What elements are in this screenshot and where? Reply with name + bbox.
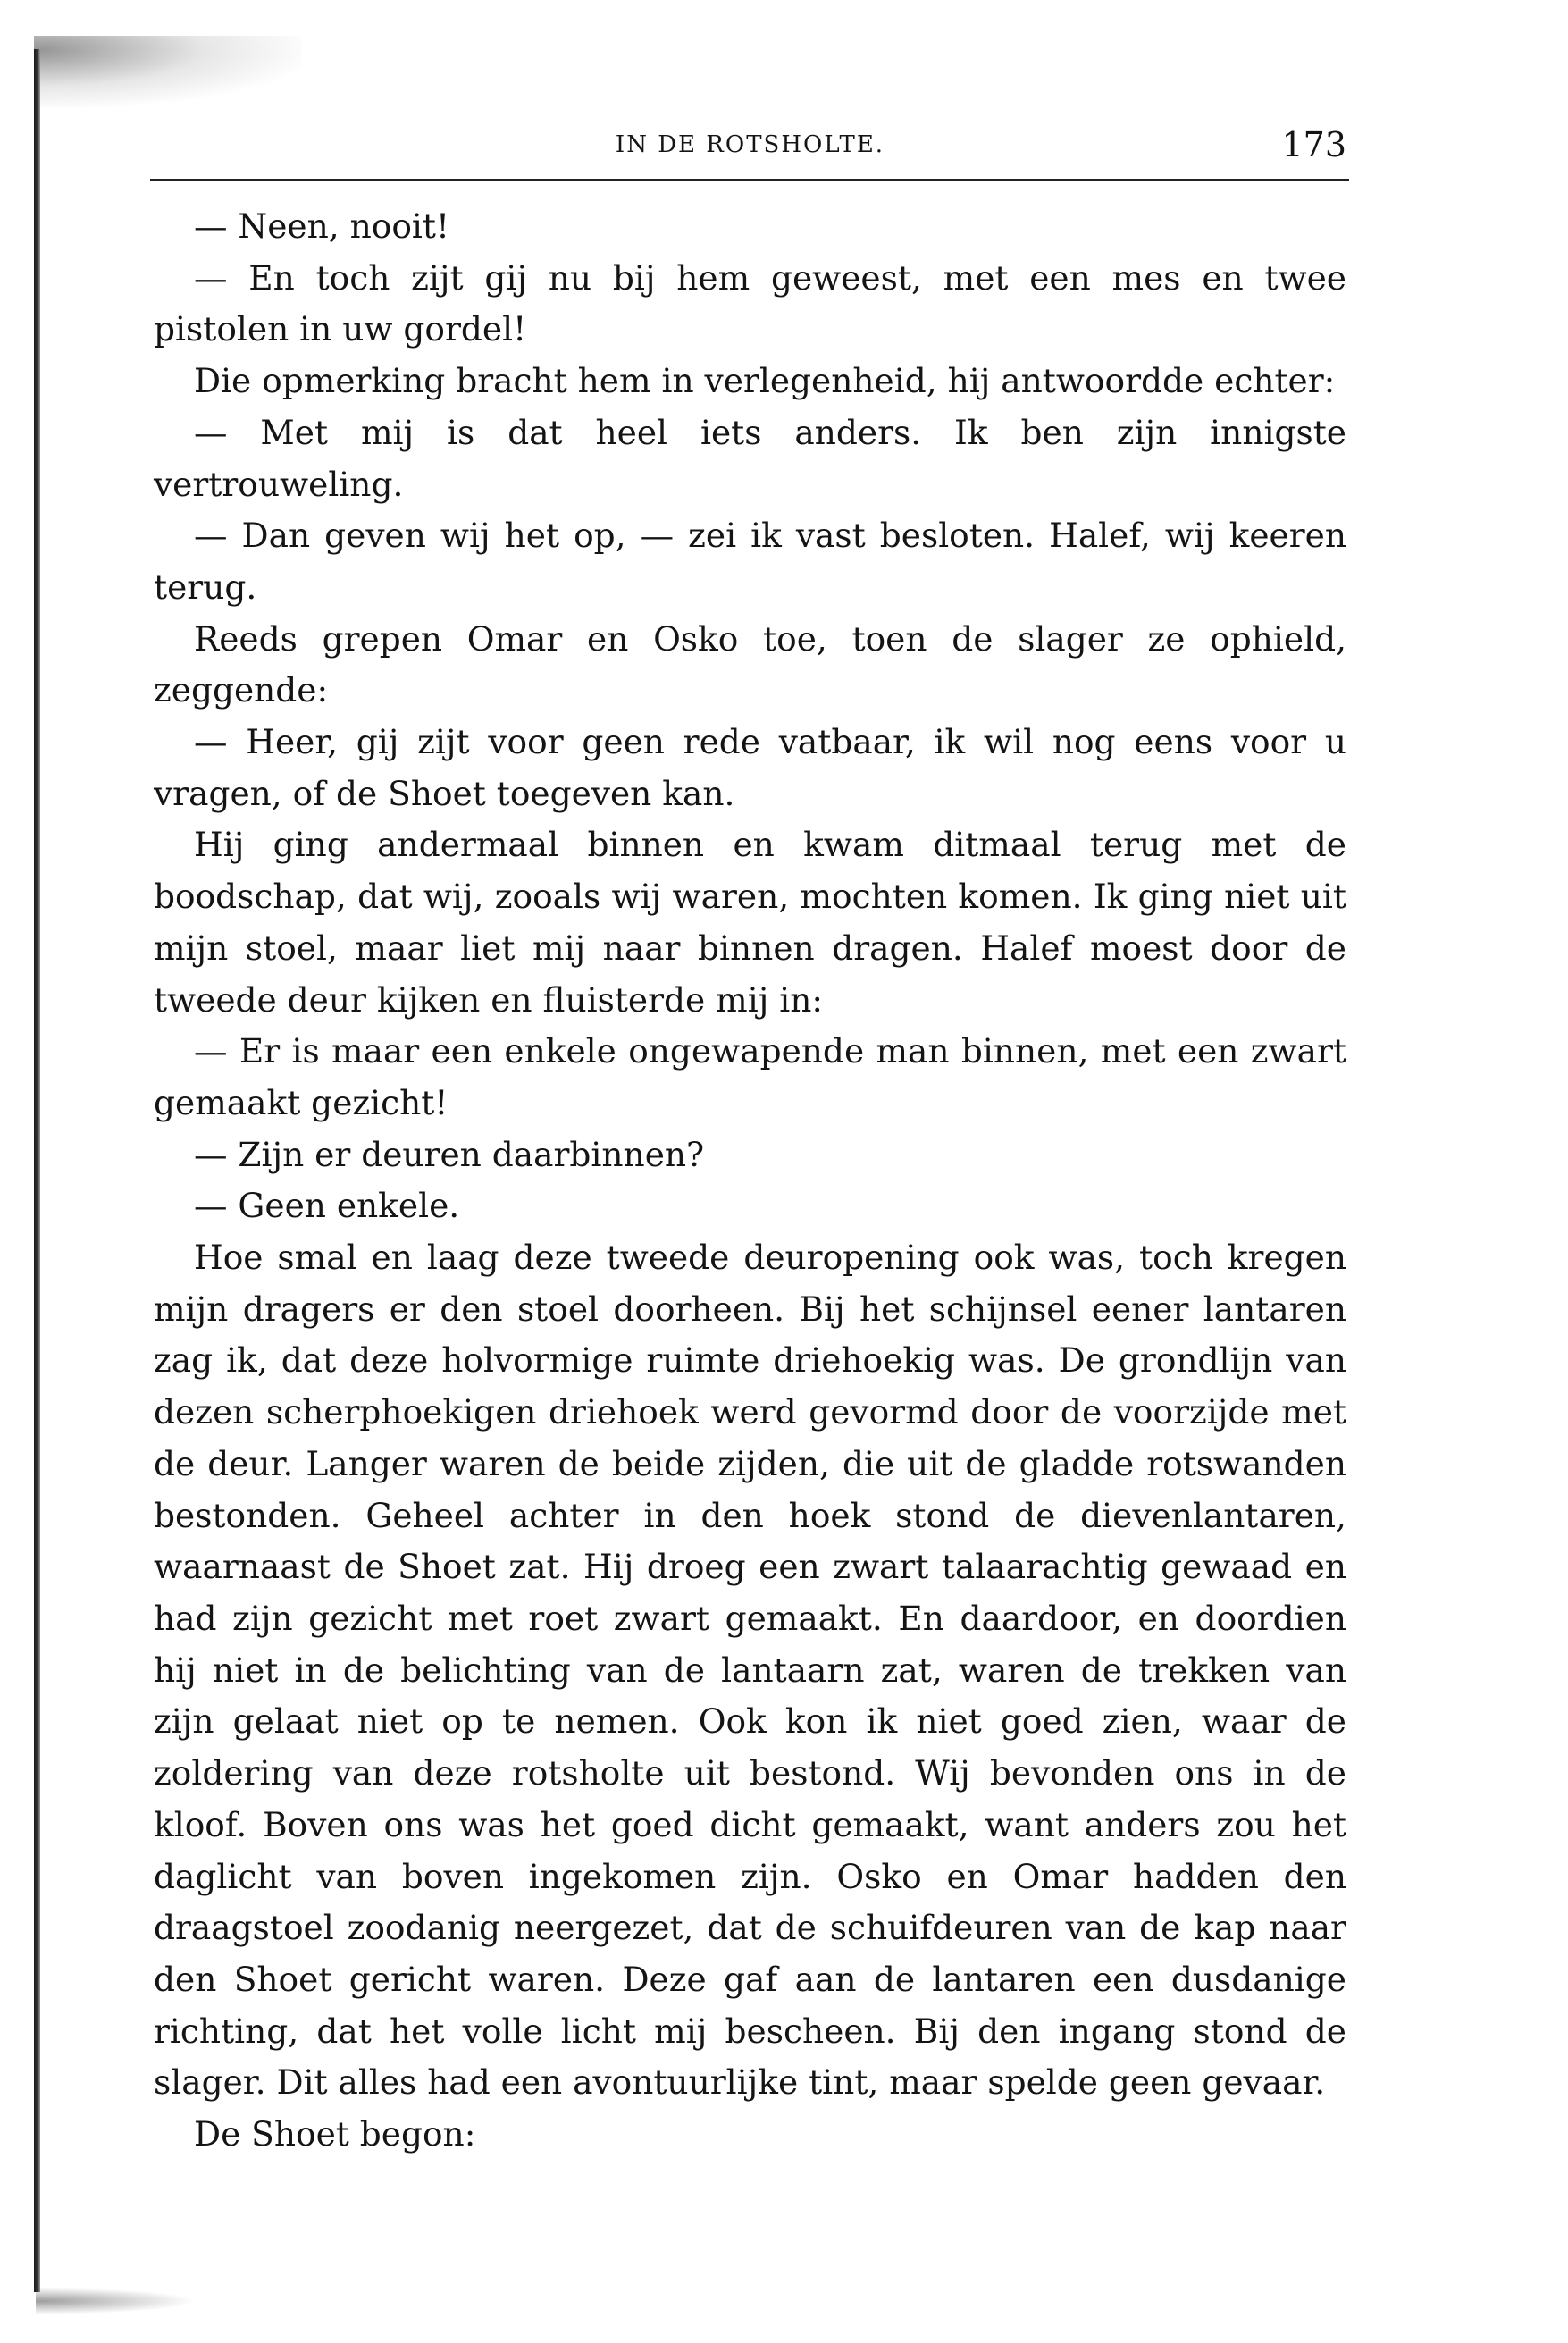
paragraph: — Dan geven wij het op, — zei ik vast besloten. Halef, wij keeren terug.	[154, 516, 1346, 607]
paragraph: Hij ging andermaal binnen en kwam ditmaal terug met de boodschap, dat wij, zooals wij waren, mochten komen. Ik ging niet uit mijn stoel, maar liet mij naar binnen dragen. Halef moest door de tweede deur kijken en fluisterde mij in:	[154, 825, 1346, 1020]
paragraph: — Met mij is dat heel iets anders. Ik ben zijn innigste vertrouweling.	[154, 412, 1346, 504]
scan-binding-edge	[34, 49, 40, 2292]
paragraph: — Er is maar een enkele ongewapende man binnen, met een zwart gemaakt gezicht!	[154, 1031, 1346, 1122]
paragraph: — Geen enkele.	[194, 1186, 460, 1226]
paragraph: — Zijn er deuren daarbinnen?	[194, 1134, 705, 1174]
paragraph: — Neen, nooit!	[194, 206, 450, 246]
paragraph: Hoe smal en laag deze tweede deuropening ook was, toch kregen mijn dragers er den stoel doorheen. Bij het schijnsel eener lantaren zag ik, dat deze holvormige ruimte driehoekig was. De grondlijn van dezen scherphoekigen driehoek werd gevormd door de voorzijde met de deur. Langer waren de beide zijden, die uit de gladde rotswanden bestonden. Geheel achter in den hoek stond de dievenlantaren, waarnaast de Shoet zat. Hij droeg een zwart talaarachtig gewaad en had zijn gezicht met roet zwart gemaakt. En daardoor, en doordien hij niet in de belichting van de lantaarn zat, waren de trekken van zijn gelaat niet op te nemen. Ook kon ik niet goed zien, waar de zoldering van deze rotsholte uit bestond. Wij bevonden ons in de kloof. Boven ons was het goed dicht gemaakt, want anders zou het daglicht van boven ingekomen zijn. Osko en Omar hadden den draagstoel zoodanig neergezet, dat de schuifdeuren van de kap naar den Shoet gericht waren. Deze gaf aan de lantaren een dusdanige richting, dat het volle licht mij bescheen. Bij den ingang stond de slager. Dit alles had een avontuurlijke tint, maar spelde geen gevaar.	[154, 1238, 1346, 2103]
paragraph: De Shoet begon:	[194, 2114, 476, 2154]
paragraph: — En toch zijt gij nu bij hem geweest, met een mes en twee pistolen in uw gordel!	[154, 257, 1346, 349]
scan-shadow-corner	[34, 36, 302, 107]
page-number: 173	[1281, 125, 1346, 164]
header-rule	[150, 179, 1349, 181]
running-head	[154, 125, 1346, 170]
chapter-title: IN DE ROTSHOLTE.	[615, 131, 885, 158]
paragraph: Die opmerking bracht hem in verlegenheid, hij antwoordde echter:	[194, 361, 1336, 401]
paragraph: — Heer, gij zijt voor geen rede vatbaar, ik wil nog eens voor u vragen, of de Shoet toegeven kan.	[154, 722, 1346, 813]
paragraph: Reeds grepen Omar en Osko toe, toen de slager ze ophield, zeggende:	[154, 618, 1346, 710]
scan-shadow-bottom	[36, 2288, 197, 2314]
body-text	[154, 201, 1346, 2161]
